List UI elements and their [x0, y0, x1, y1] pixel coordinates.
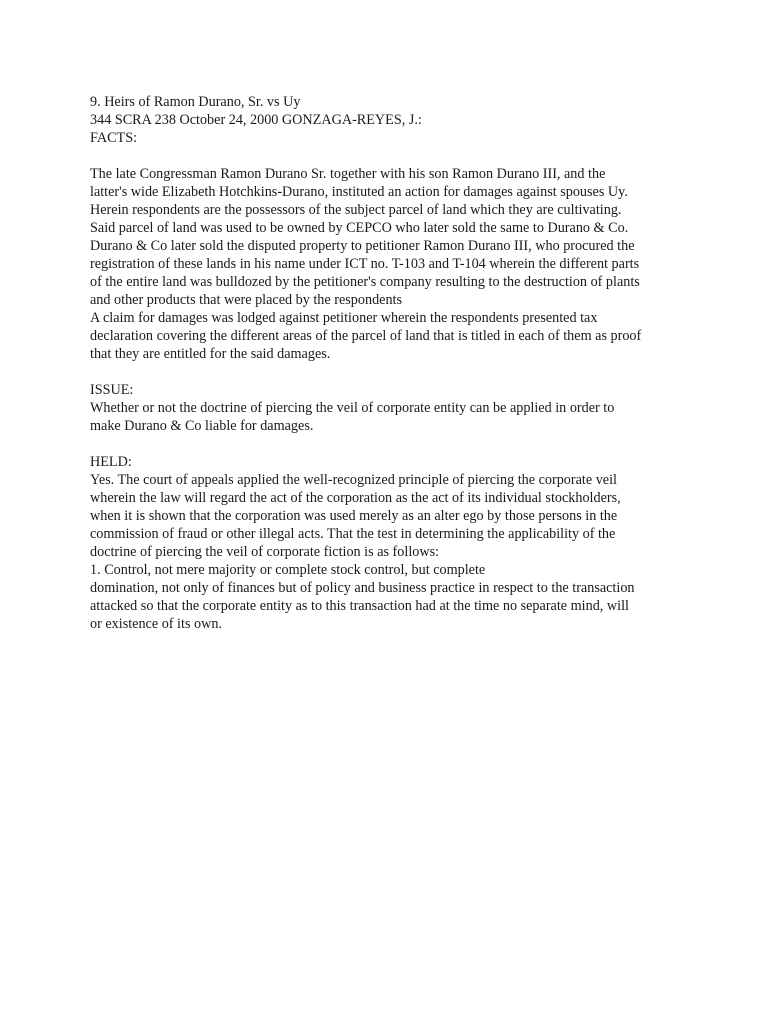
paragraph-spacer	[90, 147, 690, 165]
text-line: Yes. The court of appeals applied the well-recognized principle of piercing the corporate veil	[90, 472, 617, 488]
text-line: Whether or not the doctrine of piercing the veil of corporate entity can be applied in order to	[90, 400, 615, 416]
document-page	[90, 93, 690, 633]
text-line: or existence of its own.	[90, 616, 222, 632]
text-line: and other products that were placed by the respondents	[90, 292, 403, 308]
paragraph-spacer	[90, 435, 690, 453]
held-section	[90, 453, 690, 633]
facts-heading: FACTS:	[90, 130, 138, 146]
text-line: Herein respondents are the possessors of the subject parcel of land which they are cultivating.	[90, 202, 622, 218]
issue-section	[90, 381, 690, 435]
held-heading: HELD:	[90, 454, 132, 470]
issue-heading: ISSUE:	[90, 382, 134, 398]
text-line: doctrine of piercing the veil of corporate fiction is as follows:	[90, 544, 440, 560]
text-line: of the entire land was bulldozed by the petitioner's company resulting to the destruction of plants	[90, 274, 640, 290]
text-line: when it is shown that the corporation was used merely as an alter ego by those persons in the	[90, 508, 618, 524]
text-line: wherein the law will regard the act of the corporation as the act of its individual stockholders,	[90, 490, 621, 506]
text-line: attacked so that the corporate entity as to this transaction had at the time no separate mind, will	[90, 598, 629, 614]
case-title: 9. Heirs of Ramon Durano, Sr. vs Uy	[90, 94, 301, 110]
text-line: declaration covering the different areas of the parcel of land that is titled in each of them as proof	[90, 328, 642, 344]
facts-paragraph-2	[90, 309, 690, 363]
text-line: latter's wide Elizabeth Hotchkins-Durano, instituted an action for damages against spouses Uy.	[90, 184, 628, 200]
text-line: make Durano & Co liable for damages.	[90, 418, 314, 434]
case-citation: 344 SCRA 238 October 24, 2000 GONZAGA-REYES, J.:	[90, 112, 422, 128]
text-line: registration of these lands in his name under ICT no. T-103 and T-104 wherein the different parts	[90, 256, 640, 272]
text-line: commission of fraud or other illegal acts. That the test in determining the applicability of the	[90, 526, 616, 542]
text-line: that they are entitled for the said damages.	[90, 346, 331, 362]
text-line: 1. Control, not mere majority or complete stock control, but complete	[90, 562, 486, 578]
text-line: domination, not only of finances but of policy and business practice in respect to the transaction	[90, 580, 635, 596]
facts-paragraph-1	[90, 165, 690, 309]
text-line: A claim for damages was lodged against petitioner wherein the respondents presented tax	[90, 310, 598, 326]
paragraph-spacer	[90, 363, 690, 381]
text-line: The late Congressman Ramon Durano Sr. together with his son Ramon Durano III, and the	[90, 166, 606, 182]
text-line: Durano & Co later sold the disputed property to petitioner Ramon Durano III, who procured the	[90, 238, 635, 254]
text-line: Said parcel of land was used to be owned by CEPCO who later sold the same to Durano & Co.	[90, 220, 629, 236]
